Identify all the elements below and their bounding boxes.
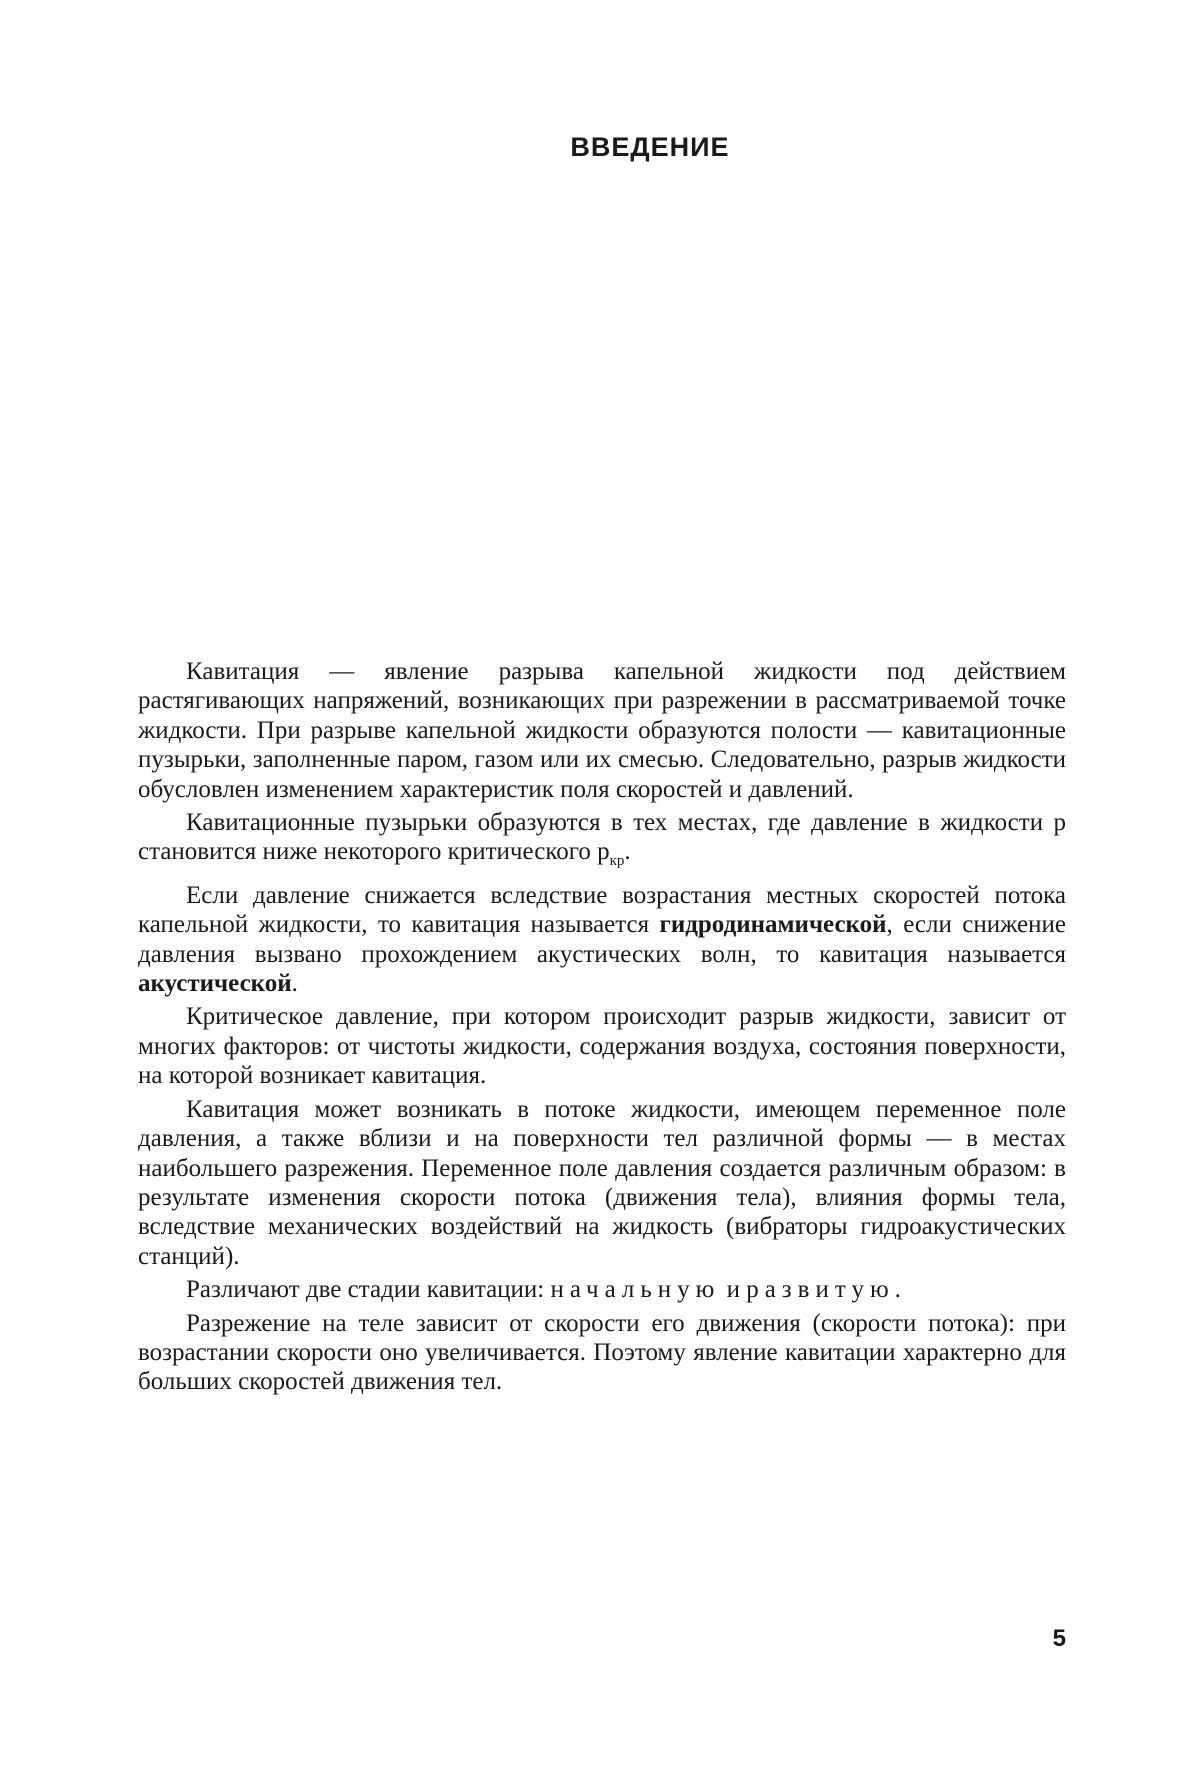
paragraph-stages-end: . bbox=[894, 1276, 901, 1304]
paragraph-definition: Кавитация — явление разрыва капельной жидкости под действием растягивающих напряжений, возникающих при разрежении в рассматриваемой точке жидкости. При разрыве капельной жидкости образуются полости — кавитационные пузырьки, заполненные паром, газом или их смесью. Следовательно, разрыв жидкости обусловлен изменением характеристик поля скоростей и давлений. bbox=[138, 658, 1066, 803]
term-initial-stage: начальную bbox=[550, 1276, 721, 1304]
term-developed-stage: развитую bbox=[746, 1276, 895, 1304]
critical-pressure-subscript: кр bbox=[609, 853, 625, 870]
paragraph-pressure-field: Кавитация может возникать в потоке жидкости, имеющем переменное поле давления, а также вблизи и на поверхности тел различной формы — в местах наибольшего разрежения. Переменное поле давления создается различным образом: в результате изменения скорости потока (движения тела), влияния формы тела, вследствие механических воздействий на жидкость (вибраторы гидроакустических станций). bbox=[138, 1095, 1066, 1270]
paragraph-velocity: Разрежение на теле зависит от скорости его движения (скорости потока): при возрастании скорости оно увеличивается. Поэтому явление кавитации характерно для больших скоростей движения тел. bbox=[138, 1309, 1066, 1396]
paragraph-bubbles-end: . bbox=[624, 838, 631, 866]
paragraph-stages bbox=[138, 1275, 1066, 1304]
paragraph-types-mid: , если снижение давления вызвано прохождением акустических волн, то кавитация называется bbox=[138, 911, 1066, 968]
paragraph-stages-mid: и bbox=[720, 1276, 747, 1304]
paragraph-stages-start: Различают две стадии кавитации: bbox=[186, 1276, 551, 1304]
paragraph-critical-pressure: Критическое давление, при котором происходит разрыв жидкости, зависит от многих факторов: от чистоты жидкости, содержания воздуха, состояния поверхности, на которой возникает кавитация. bbox=[138, 1003, 1066, 1090]
term-acoustic: акустической bbox=[138, 970, 292, 998]
chapter-body bbox=[138, 657, 1066, 1397]
paragraph-types-start: Если давление снижается вследствие возрастания местных скоростей потока капельной жидкости, то кавитация называется bbox=[138, 881, 1066, 939]
chapter-title: ВВЕДЕНИЕ bbox=[570, 132, 730, 162]
paragraph-bubbles bbox=[138, 808, 1066, 877]
term-hydrodynamic: гидродинамической bbox=[659, 911, 887, 939]
paragraph-types bbox=[138, 881, 1066, 999]
page-number: 5 bbox=[1052, 1625, 1066, 1652]
paragraph-types-end: . bbox=[291, 970, 298, 998]
paragraph-bubbles-text: Кавитационные пузырьки образуются в тех местах, где давление в жидкости p становится ниже некоторого критического p bbox=[138, 809, 1066, 866]
